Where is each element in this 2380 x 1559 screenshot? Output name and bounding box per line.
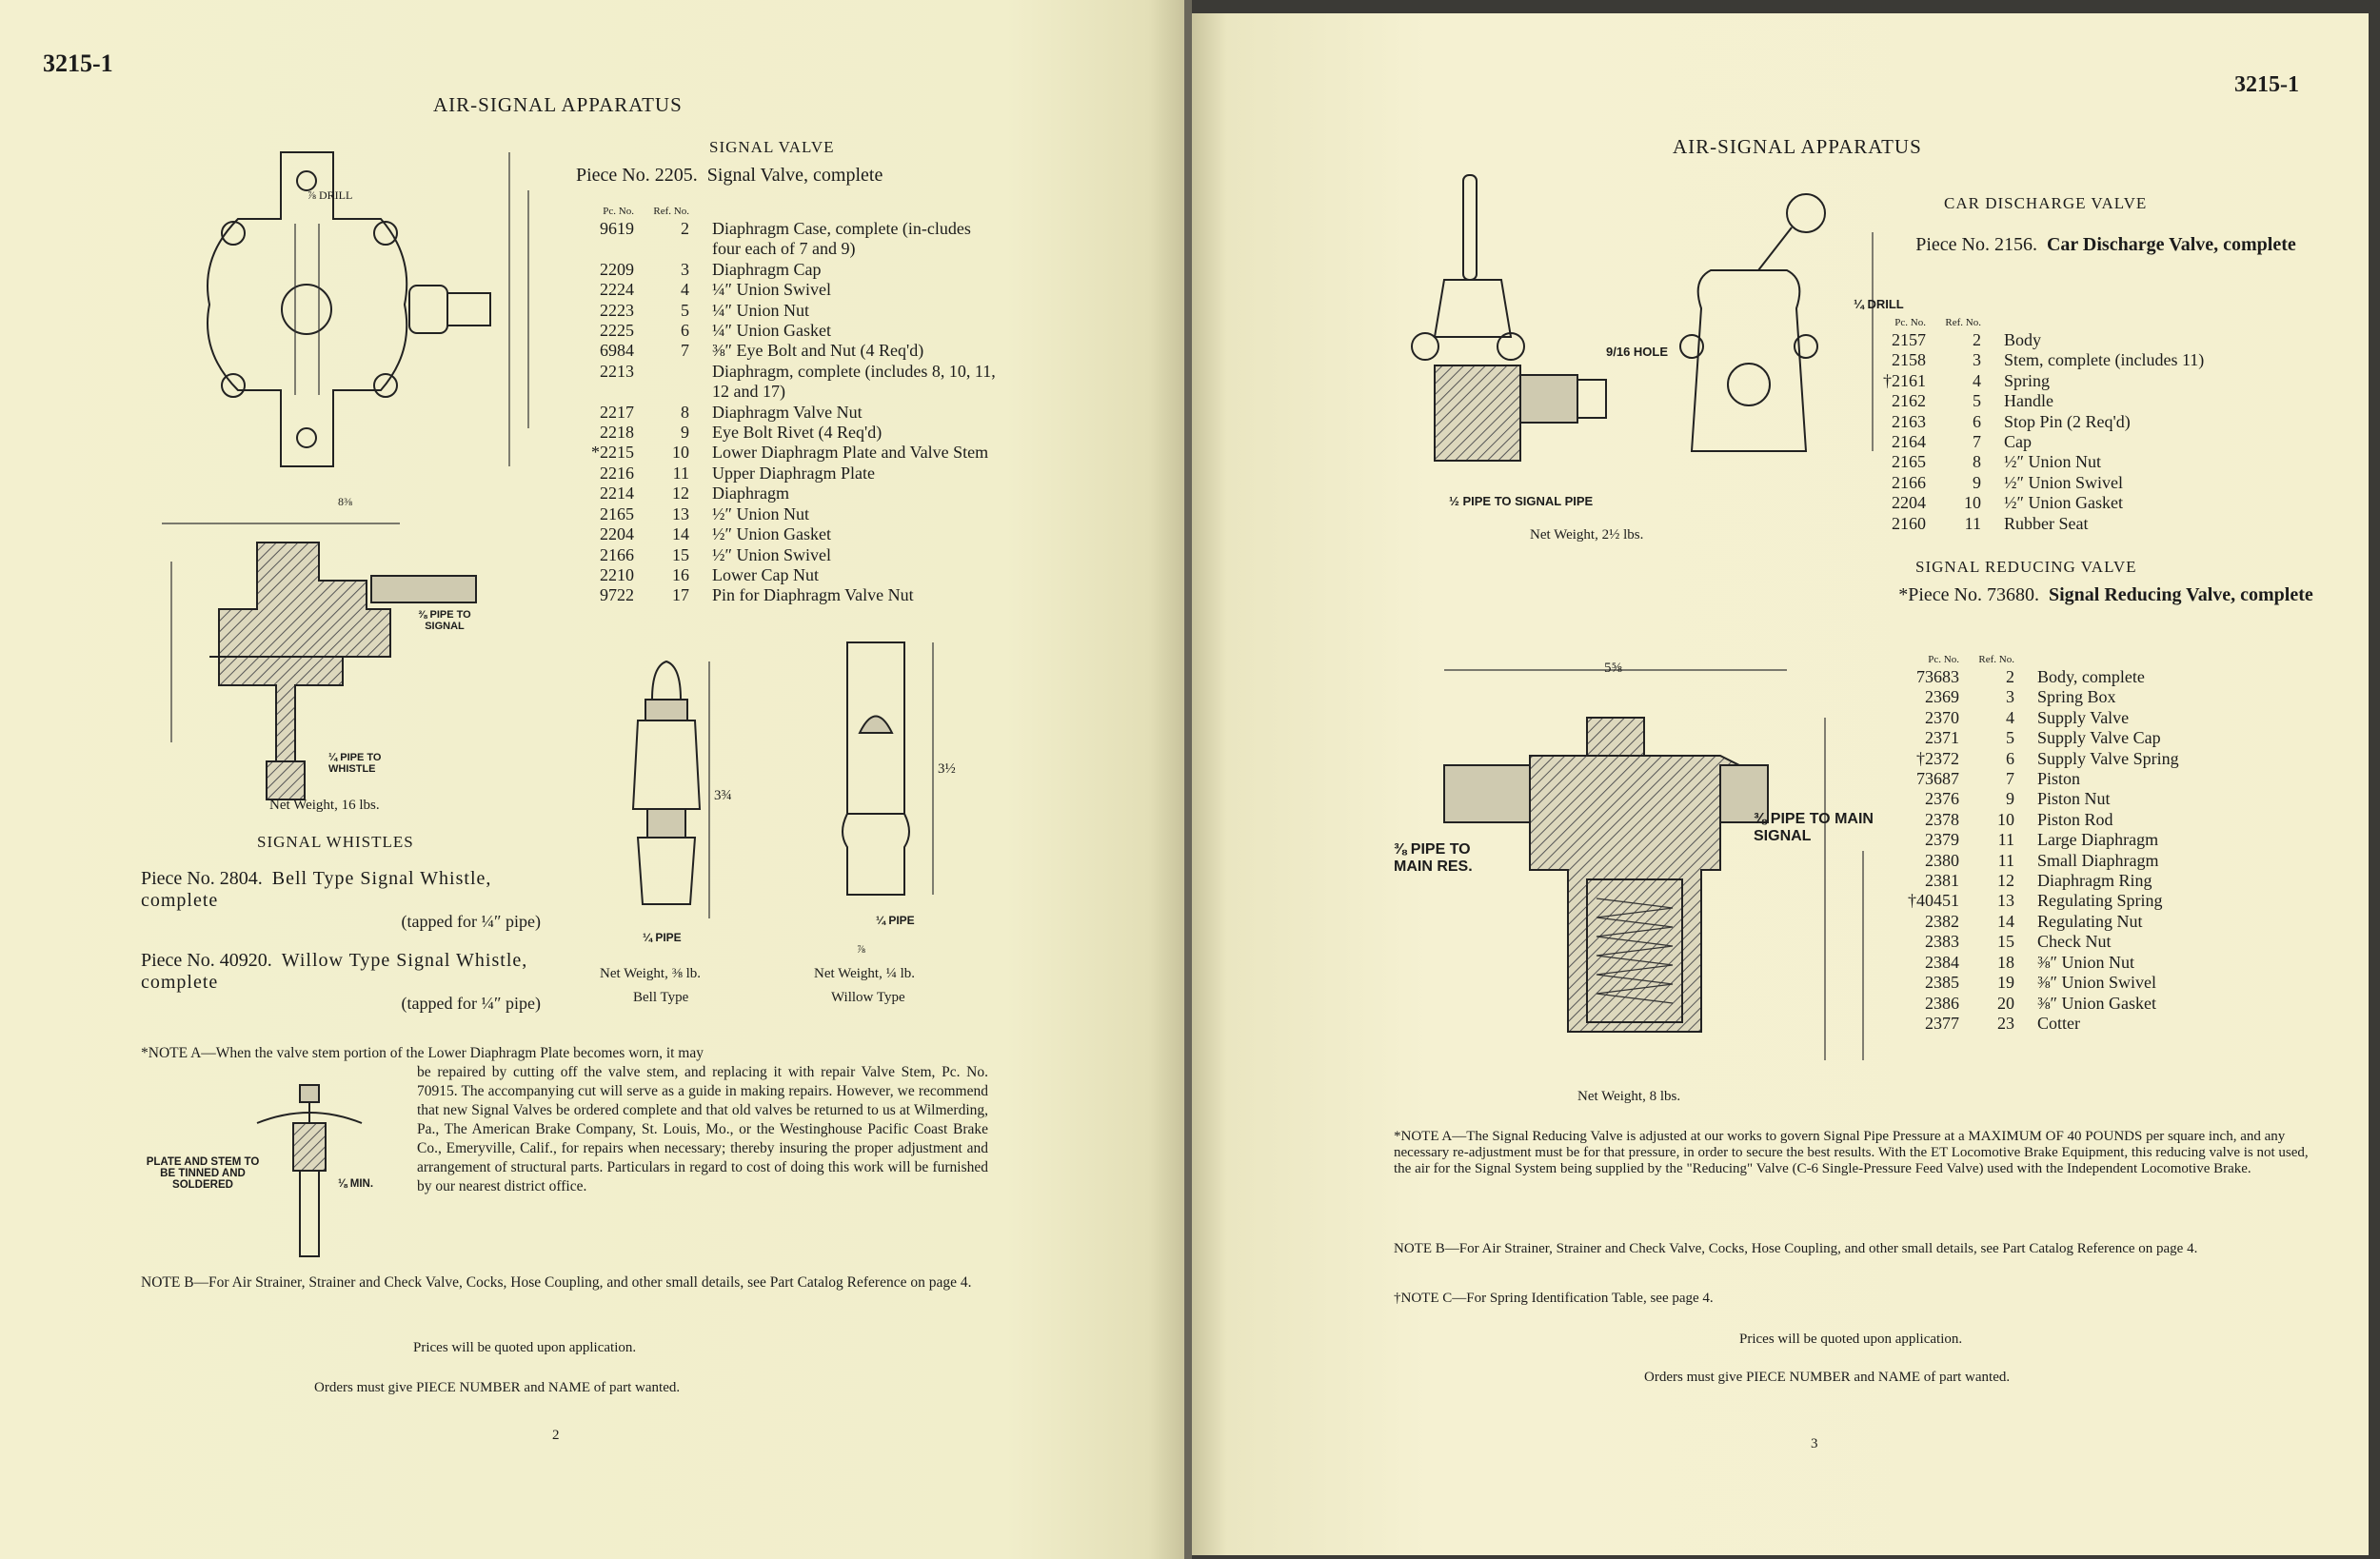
part-ref-cell: 6 — [681, 321, 689, 341]
bell-pipe-label: ¼ PIPE — [643, 931, 682, 944]
part-pc-cell: *2215 — [591, 443, 634, 463]
part-desc-cell: ½″ Union Gasket — [712, 524, 831, 544]
part-desc-cell: Spring — [2004, 370, 2051, 390]
part-ref-cell: 3 — [1973, 350, 1981, 370]
part-pc-cell: 2166 — [600, 544, 634, 564]
signal-valve-section-title: SIGNAL VALVE — [709, 138, 835, 156]
part-pc-cell: 2370 — [1925, 707, 1959, 727]
part-desc-cell: Stop Pin (2 Req'd) — [2004, 411, 2131, 431]
part-ref-cell: 6 — [1973, 411, 1981, 431]
part-desc-cell: Cotter — [2037, 1013, 2080, 1033]
part-pc-cell: 2218 — [600, 423, 634, 443]
right-note-a: *NOTE A—The Signal Reducing Valve is adjusted at our works to govern Signal Pipe Pressure at a MAXIMUM OF 40 POUNDS per square inch, and any necessary re-adjustment must be for that pressure, in order to secure the best results. With the ET Locomotive Brake Equipment, this reducing valve is not used, the air for the Signal System being supplied by the "Reducing" Valve (C-6 Single-Pressure Feed Valve) used with the Independent Locomotive Brake. — [1394, 1129, 2309, 1176]
table-row — [1873, 514, 2349, 534]
table-row — [1906, 810, 2363, 830]
signal-valve-net-weight: Net Weight, 16 lbs. — [269, 798, 380, 813]
signal-valve-pipe-whistle-label: ¼ PIPE TO WHISTLE — [328, 752, 382, 775]
part-pc-cell: 2209 — [600, 259, 634, 279]
parts-col-ref: Ref. No. — [1945, 317, 1981, 328]
part-ref-cell: 15 — [1997, 932, 2014, 952]
part-pc-cell: 2380 — [1925, 850, 1959, 870]
parts-col-ref: Ref. No. — [1978, 654, 2014, 665]
part-desc-cell: Eye Bolt Rivet (4 Req'd) — [712, 423, 883, 443]
part-desc-cell: Check Nut — [2037, 932, 2112, 952]
part-desc-cell: ⅜″ Eye Bolt and Nut (4 Req'd) — [712, 341, 924, 361]
part-desc-cell: Pin for Diaphragm Valve Nut — [712, 585, 914, 605]
part-pc-cell: 2157 — [1892, 330, 1926, 349]
part-desc-cell: Diaphragm Valve Nut — [712, 402, 863, 422]
part-ref-cell: 6 — [2006, 748, 2014, 768]
table-row — [1906, 973, 2363, 993]
part-pc-cell: 2224 — [600, 280, 634, 300]
part-desc-cell: Small Diaphragm — [2037, 850, 2159, 870]
part-pc-cell: 2217 — [600, 402, 634, 422]
part-desc-cell: Lower Cap Nut — [712, 564, 819, 584]
part-pc-cell: 2216 — [600, 463, 634, 483]
whistle-willow-piece: Piece No. 40920. — [141, 950, 272, 971]
car-discharge-pipe-label: ½ PIPE TO SIGNAL PIPE — [1449, 494, 1594, 508]
table-row — [581, 504, 1000, 524]
part-desc-cell: Regulating Spring — [2037, 891, 2163, 911]
table-row — [1906, 789, 2363, 809]
table-row — [581, 260, 1000, 280]
part-desc-cell: ⅜″ Union Gasket — [2037, 993, 2156, 1013]
part-desc-cell: Regulating Nut — [2037, 911, 2143, 931]
part-ref-cell: 7 — [1973, 432, 1981, 452]
reducing-pipe-main-res-label: ⅜ PIPE TO MAIN RES. — [1394, 841, 1473, 875]
table-row — [581, 280, 1000, 300]
part-pc-cell: 2225 — [600, 321, 634, 341]
table-row — [581, 565, 1000, 585]
left-note-a-body: be repaired by cutting off the valve stem, and replacing it with repair Valve Stem, Pc. No. 70915. The accompanying cut will serve as a guide in making repairs. However, we recommend that new Signal Valves be ordered complete and that old valves be returned to us at Wilmerding, Pa., The American Brake Company, St. Louis, Mo., or the Westinghouse Pacific Coast Brake Co., Emeryville, Calif., for repairs when necessary; thereby insuring the proper adjustment and arrangement of structural parts. Particulars in regard to cost of doing this work will be furnished by our nearest district office. — [417, 1064, 988, 1194]
part-ref-cell: 4 — [681, 280, 689, 300]
part-desc-cell: Body — [2004, 330, 2042, 349]
part-pc-cell: 2386 — [1925, 993, 1959, 1013]
signal-whistles-section-title: SIGNAL WHISTLES — [257, 833, 414, 851]
left-corner-number: 3215-1 — [43, 49, 113, 77]
part-pc-cell: 2223 — [600, 300, 634, 320]
signal-valve-parts-table — [581, 205, 1000, 606]
part-pc-cell: 2383 — [1925, 932, 1959, 952]
table-row — [1906, 687, 2363, 707]
part-desc-cell: Rubber Seat — [2004, 513, 2089, 533]
table-row — [581, 423, 1000, 443]
part-ref-cell: 7 — [681, 341, 689, 361]
part-ref-cell: 14 — [1997, 911, 2014, 931]
part-pc-cell: 73683 — [1916, 667, 1959, 686]
table-row — [1906, 994, 2363, 1014]
right-running-title: AIR-SIGNAL APPARATUS — [1673, 135, 1922, 158]
part-ref-cell: 3 — [681, 259, 689, 279]
part-ref-cell: 12 — [1997, 871, 2014, 891]
part-desc-cell: Body, complete — [2037, 667, 2145, 686]
part-ref-cell: 8 — [681, 402, 689, 422]
part-ref-cell: 17 — [672, 585, 689, 605]
reducing-valve-parts-table — [1906, 653, 2363, 1034]
part-ref-cell: 23 — [1997, 1013, 2014, 1033]
part-pc-cell: 2158 — [1892, 350, 1926, 370]
part-pc-cell: 2165 — [600, 503, 634, 523]
part-ref-cell — [644, 362, 712, 403]
parts-col-pc: Pc. No. — [1928, 654, 1959, 665]
part-desc-cell: Piston — [2037, 769, 2081, 789]
part-desc-cell: Large Diaphragm — [2037, 830, 2159, 850]
table-row — [1906, 953, 2363, 973]
part-ref-cell: 2 — [681, 219, 689, 238]
table-row — [581, 219, 1000, 260]
part-ref-cell: 11 — [1964, 513, 1981, 533]
car-discharge-piece-prefix: Piece No. 2156. — [1915, 234, 2037, 255]
part-pc-cell: †2161 — [1883, 370, 1926, 390]
whistle-item-bell — [141, 868, 541, 932]
part-pc-cell: 2165 — [1892, 452, 1926, 472]
part-ref-cell: 20 — [1997, 993, 2014, 1013]
parts-col-pc: Pc. No. — [1894, 317, 1926, 328]
part-desc-cell: Supply Valve — [2037, 707, 2130, 727]
part-desc-cell: Piston Nut — [2037, 789, 2111, 809]
part-pc-cell: 2210 — [600, 564, 634, 584]
part-pc-cell: 9619 — [600, 219, 634, 238]
car-discharge-piece-name: Car Discharge Valve, complete — [2046, 234, 2296, 255]
part-ref-cell: 13 — [1997, 891, 2014, 911]
part-ref-cell: 10 — [672, 443, 689, 463]
table-row — [1873, 412, 2349, 432]
part-desc-cell: Spring Box — [2037, 687, 2116, 707]
part-pc-cell: 9722 — [600, 585, 634, 605]
table-row — [1873, 432, 2349, 452]
part-desc-cell: Handle — [2004, 391, 2053, 411]
part-ref-cell: 11 — [1997, 850, 2014, 870]
part-pc-cell: 2385 — [1925, 973, 1959, 993]
part-desc-cell: ⅜″ Union Nut — [2037, 952, 2134, 972]
part-ref-cell: 5 — [681, 300, 689, 320]
part-ref-cell: 11 — [1997, 830, 2014, 850]
part-pc-cell: 2382 — [1925, 911, 1959, 931]
right-note-c: †NOTE C—For Spring Identification Table, see page 4. — [1394, 1291, 1714, 1306]
right-orders: Orders must give PIECE NUMBER and NAME of part wanted. — [1644, 1370, 2011, 1385]
left-note-a-lead: *NOTE A—When the valve stem portion of the Lower Diaphragm Plate becomes worn, it may — [141, 1045, 704, 1061]
signal-valve-piece-prefix: Piece No. 2205. — [576, 165, 698, 186]
right-note-b: NOTE B—For Air Strainer, Strainer and Check Valve, Cocks, Hose Coupling, and other small details, see Part Catalog Reference on page 4. — [1394, 1241, 2198, 1256]
repair-stem-figure — [257, 1085, 390, 1266]
left-running-title: AIR-SIGNAL APPARATUS — [433, 93, 683, 116]
table-row — [581, 341, 1000, 361]
part-desc-cell: ½″ Union Nut — [712, 503, 809, 523]
part-ref-cell: 10 — [1997, 809, 2014, 829]
part-pc-cell: 2164 — [1892, 432, 1926, 452]
part-pc-cell: 2166 — [1892, 472, 1926, 492]
min-label: ⅛ MIN. — [338, 1178, 374, 1190]
table-row — [1873, 371, 2349, 391]
part-pc-cell: †40451 — [1908, 891, 1959, 911]
part-desc-cell: Diaphragm Cap — [712, 259, 822, 279]
car-discharge-section-title: CAR DISCHARGE VALVE — [1944, 194, 2148, 212]
part-ref-cell: 9 — [1973, 472, 1981, 492]
part-pc-cell: 2376 — [1925, 789, 1959, 809]
signal-valve-drill-label: ⅞ DRILL — [307, 188, 353, 202]
part-ref-cell: 18 — [1997, 952, 2014, 972]
part-pc-cell: 2160 — [1892, 513, 1926, 533]
table-row — [1906, 749, 2363, 769]
part-pc-cell: 2204 — [600, 524, 634, 544]
part-ref-cell: 2 — [2006, 667, 2014, 686]
table-row — [581, 403, 1000, 423]
book-spine — [1184, 0, 1192, 1559]
part-desc-cell: Stem, complete (includes 11) — [2004, 350, 2205, 370]
table-row — [1906, 912, 2363, 932]
right-page — [1192, 13, 2369, 1555]
part-pc-cell: 2214 — [600, 483, 634, 503]
willow-pipe-label: ¼ PIPE — [876, 914, 915, 927]
table-row — [1906, 871, 2363, 891]
part-desc-cell: Lower Diaphragm Plate and Valve Stem — [712, 443, 989, 463]
whistle-bell-name: Bell Type Signal Whistle, complete — [141, 868, 492, 911]
table-row — [581, 524, 1000, 544]
table-row — [1873, 473, 2349, 493]
car-discharge-parts-table — [1873, 316, 2349, 534]
part-pc-cell: 2163 — [1892, 411, 1926, 431]
part-pc-cell: 2371 — [1925, 728, 1959, 748]
table-row — [581, 321, 1000, 341]
car-discharge-net-weight: Net Weight, 2½ lbs. — [1530, 527, 1644, 543]
table-row — [1906, 769, 2363, 789]
part-pc-cell: 2204 — [1892, 493, 1926, 513]
signal-valve-pipe-signal-label: ⅜ PIPE TO SIGNAL — [418, 609, 471, 632]
signal-valve-width-label: 8⅜ — [338, 495, 352, 508]
reducing-valve-section-title: SIGNAL REDUCING VALVE — [1915, 558, 2137, 576]
left-prices: Prices will be quoted upon application. — [413, 1340, 637, 1355]
part-pc-cell: 2162 — [1892, 391, 1926, 411]
part-desc-cell: ½″ Union Nut — [2004, 452, 2101, 472]
whistle-item-willow — [141, 950, 541, 1014]
part-desc-cell: Piston Rod — [2037, 809, 2113, 829]
left-page-number: 2 — [552, 1428, 560, 1443]
bell-net-weight: Net Weight, ⅜ lb. — [600, 966, 702, 981]
whistle-willow-name: Willow Type Signal Whistle, complete — [141, 950, 528, 993]
part-ref-cell: 19 — [1997, 973, 2014, 993]
table-row — [1873, 350, 2349, 370]
plate-stem-label: PLATE AND STEM TO BE TINNED AND SOLDERED — [146, 1156, 260, 1191]
table-row — [581, 362, 1000, 403]
part-pc-cell: 6984 — [600, 341, 634, 361]
willow-net-weight: Net Weight, ¼ lb. — [814, 966, 916, 981]
reducing-pipe-main-signal-label: ⅜ PIPE TO MAIN SIGNAL — [1754, 811, 1874, 844]
reducing-valve-figure — [1444, 661, 1901, 1079]
car-discharge-drill-label: ¼ DRILL — [1854, 297, 1904, 311]
reducing-net-weight: Net Weight, 8 lbs. — [1577, 1089, 1681, 1104]
left-page — [0, 0, 1184, 1559]
part-desc-cell: Cap — [2004, 432, 2032, 452]
part-pc-cell: 2378 — [1925, 809, 1959, 829]
willow-whistle-figure — [833, 642, 947, 928]
part-pc-cell: 2384 — [1925, 952, 1959, 972]
part-ref-cell: 8 — [1973, 452, 1981, 472]
part-ref-cell: 13 — [672, 503, 689, 523]
table-row — [1906, 830, 2363, 850]
part-ref-cell: 11 — [672, 463, 689, 483]
right-page-number: 3 — [1811, 1436, 1818, 1451]
table-row — [1873, 391, 2349, 411]
table-row — [1906, 667, 2363, 687]
part-pc-cell: †2372 — [1916, 748, 1959, 768]
signal-valve-piece-name: Signal Valve, complete — [706, 165, 883, 186]
part-ref-cell: 4 — [2006, 707, 2014, 727]
part-desc-cell: Supply Valve Spring — [2037, 748, 2179, 768]
part-desc-cell: ½″ Union Swivel — [2004, 472, 2123, 492]
willow-height-label: 3½ — [938, 761, 956, 777]
part-desc-cell: Upper Diaphragm Plate — [712, 463, 875, 483]
signal-valve-piece-line — [576, 165, 883, 187]
willow-width-label: ⅞ — [857, 942, 865, 956]
part-ref-cell: 12 — [672, 483, 689, 503]
table-row — [581, 301, 1000, 321]
table-row — [581, 464, 1000, 483]
part-ref-cell: 14 — [672, 524, 689, 544]
part-ref-cell: 5 — [1973, 391, 1981, 411]
right-corner-number: 3215-1 — [2234, 72, 2299, 97]
signal-valve-top-view — [190, 152, 590, 476]
willow-type-caption: Willow Type — [831, 990, 905, 1005]
part-pc-cell: 73687 — [1916, 769, 1959, 789]
whistle-bell-note: (tapped for ¼″ pipe) — [401, 912, 541, 931]
part-ref-cell: 9 — [2006, 789, 2014, 809]
bell-height-label: 3¾ — [714, 788, 732, 803]
bell-type-caption: Bell Type — [633, 990, 689, 1005]
part-ref-cell: 5 — [2006, 728, 2014, 748]
table-row — [1873, 330, 2349, 350]
part-pc-cell: 2369 — [1925, 687, 1959, 707]
car-discharge-valve-figure — [1406, 175, 1901, 489]
reducing-valve-piece-line — [1839, 584, 2369, 606]
car-discharge-parts-body — [1873, 330, 2349, 534]
part-pc-cell: 2381 — [1925, 871, 1959, 891]
part-desc-cell: ¼″ Union Swivel — [712, 280, 831, 300]
right-prices: Prices will be quoted upon application. — [1739, 1332, 1963, 1347]
table-row — [581, 585, 1000, 605]
part-ref-cell: 2 — [1973, 330, 1981, 349]
table-row — [1906, 851, 2363, 871]
part-desc-cell: Diaphragm Ring — [2037, 871, 2152, 891]
whistle-willow-note: (tapped for ¼″ pipe) — [401, 994, 541, 1013]
part-pc-cell: 2379 — [1925, 830, 1959, 850]
part-ref-cell: 15 — [672, 544, 689, 564]
part-desc-cell: Supply Valve Cap — [2037, 728, 2161, 748]
part-desc-cell: ¼″ Union Nut — [712, 300, 809, 320]
table-row — [581, 483, 1000, 503]
part-ref-cell: 16 — [672, 564, 689, 584]
table-row — [1906, 932, 2363, 952]
part-desc-cell: ½″ Union Gasket — [2004, 493, 2123, 513]
reducing-valve-piece-prefix: *Piece No. 73680. — [1898, 584, 2039, 605]
part-pc-cell: 2377 — [1925, 1013, 1959, 1033]
whistle-bell-piece: Piece No. 2804. — [141, 868, 263, 889]
left-note-b: NOTE B—For Air Strainer, Strainer and Check Valve, Cocks, Hose Coupling, and other small details, see Part Catalog Reference on page 4. — [141, 1274, 972, 1291]
part-ref-cell: 3 — [2006, 687, 2014, 707]
parts-col-pc: Pc. No. — [603, 206, 634, 217]
part-pc-cell: 2213 — [600, 361, 634, 381]
part-ref-cell: 9 — [681, 423, 689, 443]
part-ref-cell: 4 — [1973, 370, 1981, 390]
reducing-valve-piece-name: Signal Reducing Valve, complete — [2048, 584, 2313, 605]
part-desc-cell: Diaphragm — [712, 483, 789, 503]
table-row — [1873, 452, 2349, 472]
part-desc-cell: Diaphragm, complete (includes 8, 10, 11, 12 and 17) — [712, 361, 996, 402]
table-row — [1906, 728, 2363, 748]
left-orders: Orders must give PIECE NUMBER and NAME of part wanted. — [314, 1380, 681, 1395]
part-desc-cell: ½″ Union Swivel — [712, 544, 831, 564]
car-discharge-piece-line — [1868, 234, 2344, 256]
table-row — [581, 443, 1000, 463]
parts-col-ref: Ref. No. — [653, 206, 689, 217]
part-desc-cell: ¼″ Union Gasket — [712, 321, 831, 341]
signal-valve-parts-body — [581, 219, 1000, 606]
reducing-valve-parts-body — [1906, 667, 2363, 1034]
reducing-width-label: 5⅝ — [1604, 661, 1622, 676]
part-ref-cell: 7 — [2006, 769, 2014, 789]
table-row — [581, 545, 1000, 565]
part-ref-cell: 10 — [1964, 493, 1981, 513]
table-row — [1906, 1014, 2363, 1034]
part-desc-cell: Diaphragm Case, complete (in-cludes four each of 7 and 9) — [712, 219, 971, 259]
car-discharge-hole-label: 9/16 HOLE — [1606, 345, 1669, 359]
table-row — [1873, 493, 2349, 513]
part-desc-cell: ⅜″ Union Swivel — [2037, 973, 2156, 993]
table-row — [1906, 708, 2363, 728]
table-row — [1906, 891, 2363, 911]
